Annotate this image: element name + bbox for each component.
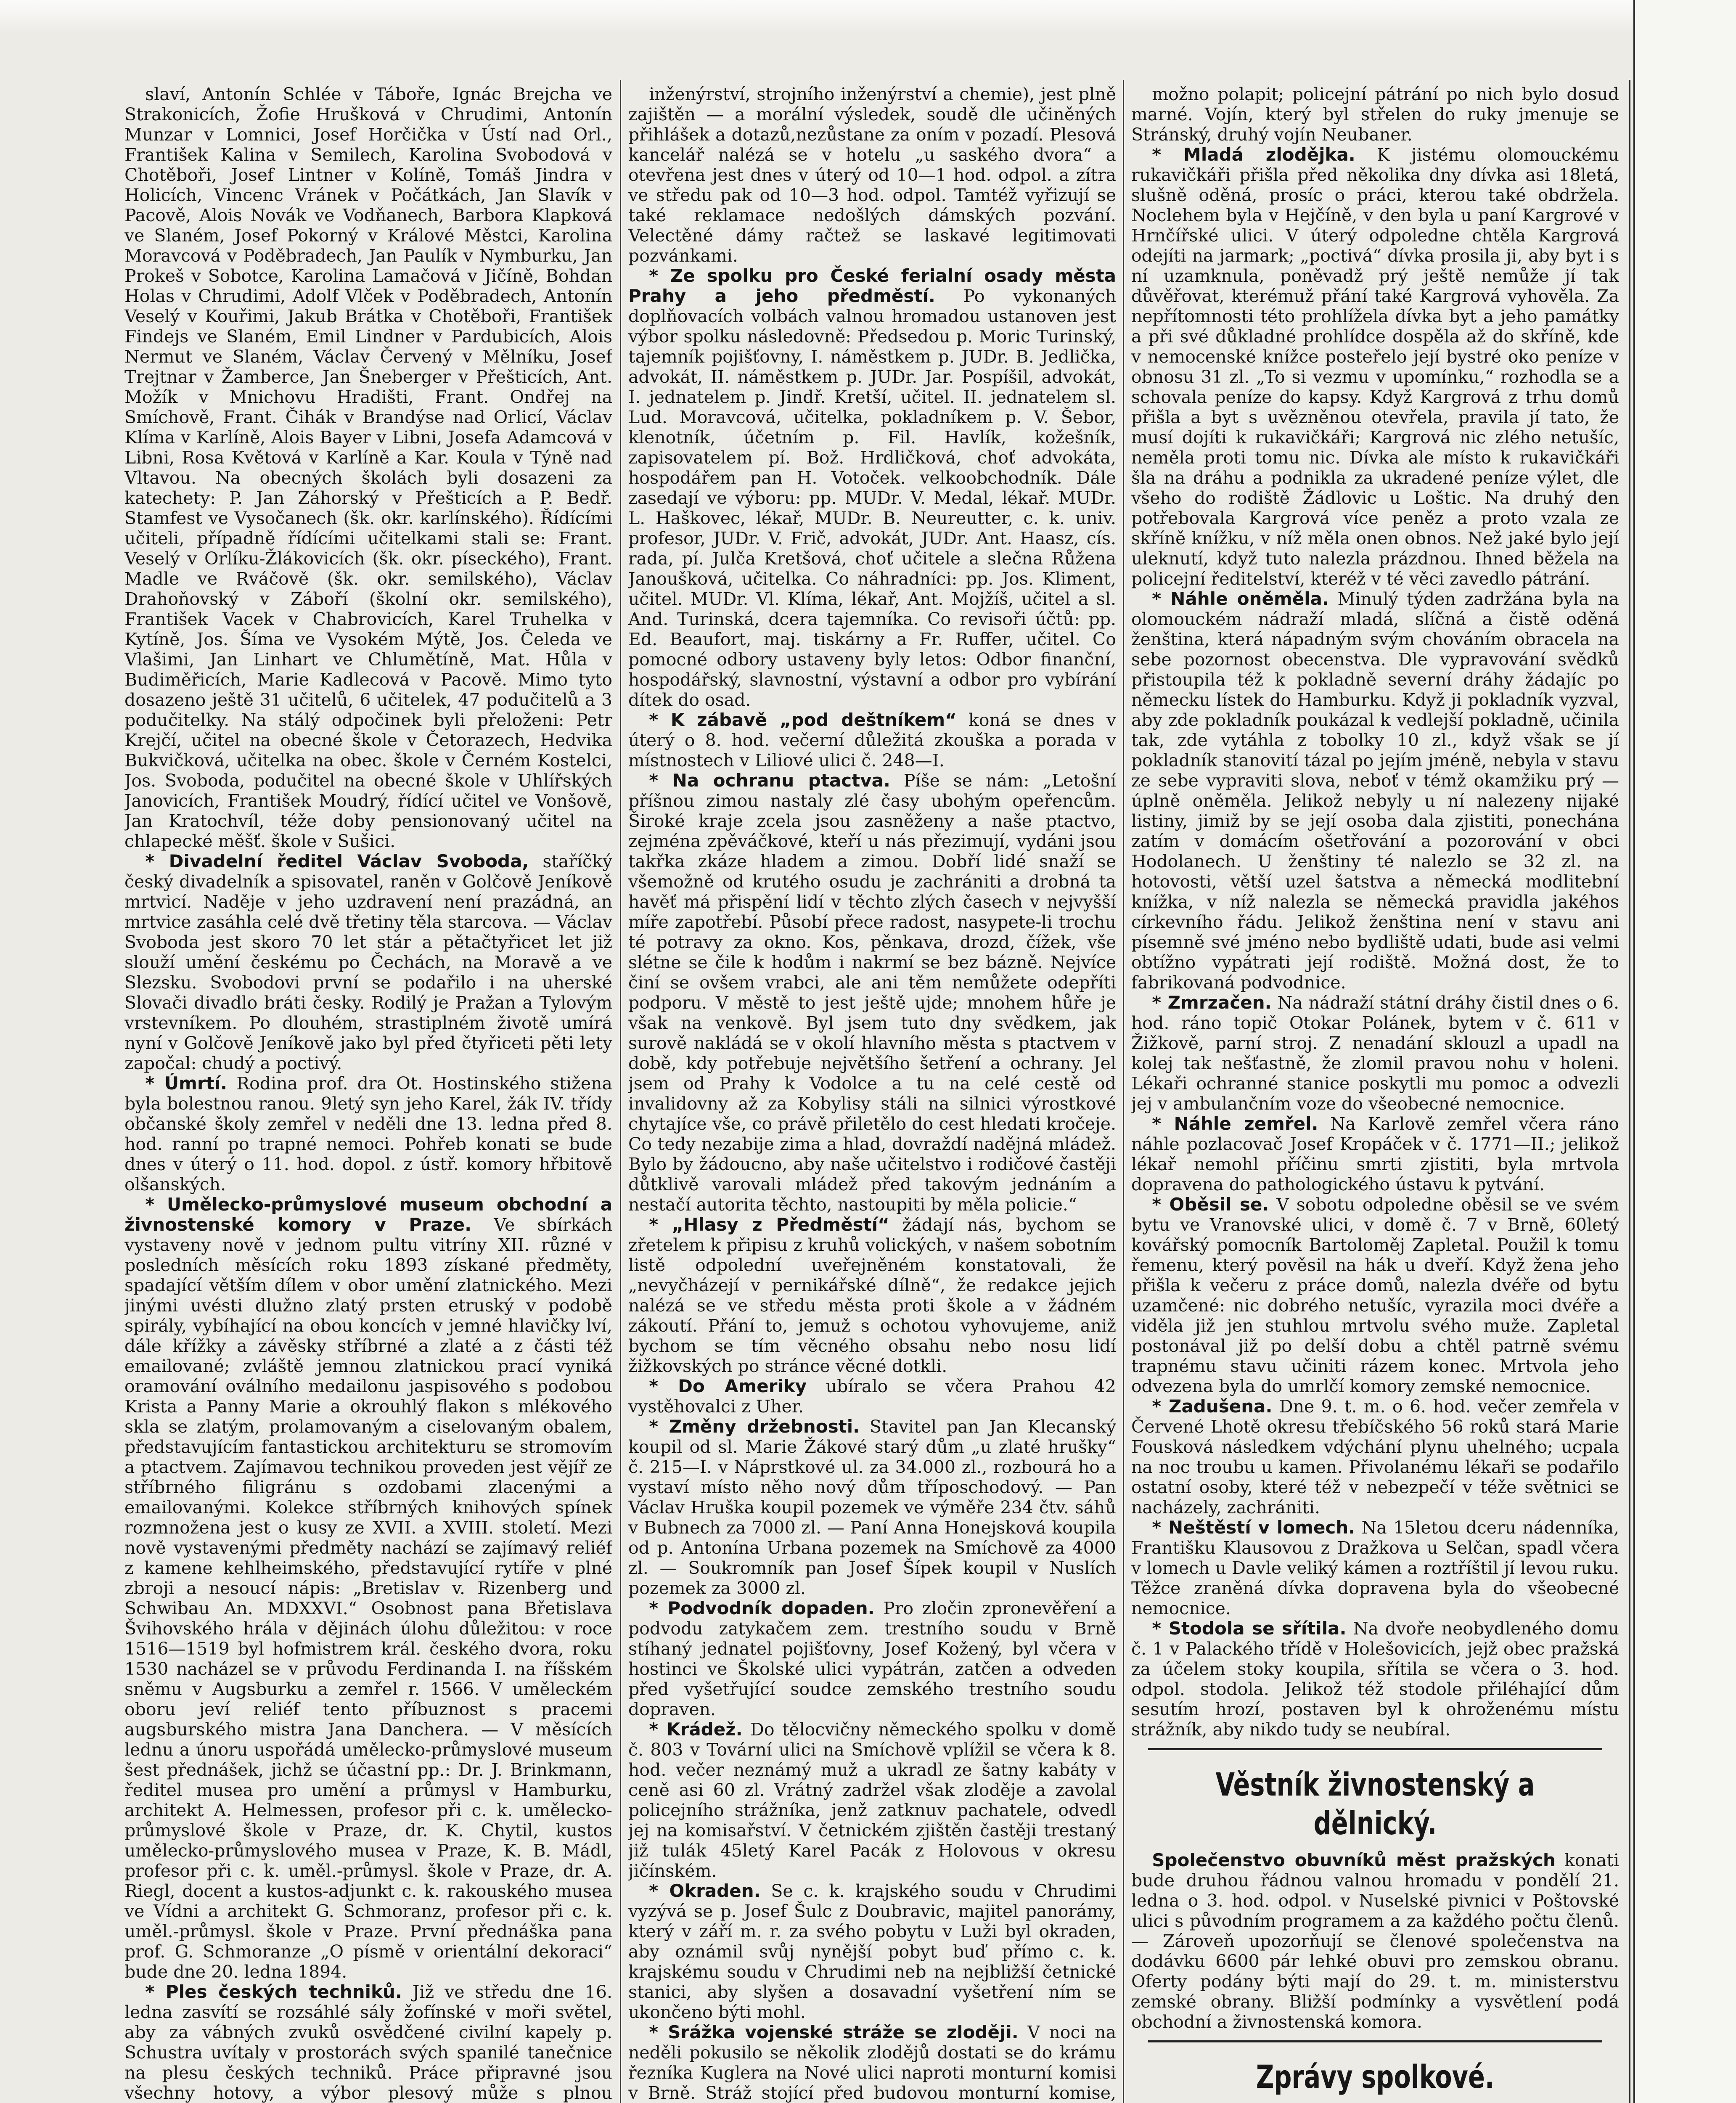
section-rule [1148, 1748, 1602, 1750]
news-item [1131, 145, 1619, 589]
news-item-text: K jistému olomouckému rukavičkáři přišla před několika dny dívka asi 18letá, slušně oděná, prosíc o práci, kterou také obdržela. Noclehem byla v Hejčíně, v den byla u paní Kargrové v Hrnčířské ulici. V úterý odpoledne chtěla Kargrová odejíti na jarmark; „poctivá“ dívka prosila ji, aby byt i s ní uzamknula, poněvadž prý ještě nemůže jí tak důvěřovat, kterémuž přání také Kargrová vyhověla. Za nepřítomnosti této prohlížela dívka byt a jeho památky a při své důkladné prohlídce dospěla až do skříně, kde v nemocenské knížce posteřelo její bystré oko peníze v obnosu 31 zl. „To si vezmu v upomínku,“ rozhodla se a schovala peníze do kapsy. Když Kargrová z trhu domů přišla a byt s uvězněnou otevřela, pravila jí tato, že musí dojíti k rukavičkáři; Kargrová nic zlého netušíc, neměla proti tomu nic. Dívka ale místo k rukavičkáři šla na dráhu a podnikla za ukradené peníze výlet, dle všeho do rodiště Žádlovic u Loštic. Na druhý den potřebovala Kargrová více peněz a proto vzala ze skříně knížku, v níž měla onen obnos. Než jaké bylo její uleknutí, když tuto nalezla prázdnou. Ihned běžela na policejní ředitelství, kteréž v té věci zavedlo pátrání. [1131, 145, 1619, 589]
news-item-heading: * Umělecko-průmyslové museum obchodní a živnostenské komory v Praze. [124, 1194, 612, 1235]
news-item [124, 84, 612, 851]
news-item [628, 1417, 1116, 1598]
news-item-heading: * Mladá zlodějka. [1152, 144, 1355, 165]
news-item-text: Již ve středu dne 16. ledna zasvítí se rozsáhlé sály žofínské v moři světel, aby za vábných zvuků osvědčené civilní kapely p. Schustra uvítaly v prostorách svých spanilé tanečnice na plesu českých techniků. Práce připravné jsou všechny hotovy, a výbor plesový může s plnou [124, 1982, 612, 2103]
news-item-heading: * Ples českých techniků. [145, 1981, 402, 2002]
news-item-heading: * Ze spolku pro České ferialní osady města Prahy a jeho předměstí. [628, 265, 1116, 306]
column-3 [1131, 84, 1619, 2103]
news-item-heading: * Náhle zemřel. [1152, 1113, 1318, 1134]
scan-edge-right [1633, 0, 1736, 2103]
news-item-text: Rodina prof. dra Ot. Hostinského stižena byla bolestnou ranou. 9letý syn jeho Karel, žák IV. třídy občanské školy zemřel v neděli dne 13. ledna před 8. hod. ranní po trapné nemoci. Pohřeb konati se bude dnes v úterý o 11. hod. dopol. z ústř. komory hřbitově olšanských. [124, 1073, 612, 1195]
news-item-heading: * Stodola se sřítila. [1152, 1618, 1347, 1639]
news-item [628, 2022, 1116, 2103]
news-item [1131, 993, 1619, 1114]
news-item-heading: * Krádež. [649, 1719, 743, 1740]
news-item-text: koná se dnes v úterý o 8. hod. večerní důležitá zkouška a porada v místnostech v Liliové ulici č. 248—I. [628, 710, 1116, 771]
news-item-text: ubíralo se včera Prahou 42 vystěhovalci z Uher. [628, 1376, 1116, 1417]
news-item [628, 1215, 1116, 1376]
column-rule [1629, 80, 1630, 2103]
news-item-text: Ve sbírkách vystaveny nově v jednom pultu vitríny XII. různé v posledních měsících roku 1893 získané předměty, spadající větším dílem v obor umění zlatnického. Mezi jinými uvésti dlužno zlatý prsten etruský v podobě spirály, vybíhající na obou koncích v jemné hlavičky lví, dále křížky a závěsky stříbrné a zlaté a z části též emailované; zvláště jemnou zlatnickou prací vyniká oramování oválního medailonu jaspisového s podobou Krista a Panny Marie a okrouhlý flakon s mlékového skla se zlatým, prolamovaným a ciselovaným obalem, představujícím fantastickou architekturu se stromovím a ptactvem. Zajímavou technikou proveden jest vějíř ze stříbrného filigránu s ozdobami zlacenými a emailovanými. Kolekce stříbrných knihových spínek rozmnožena jest o kusy ze XVII. a XVIII. století. Mezi nově vystavenými předměty nachází se zajímavý reliéf z kamene kehlheimského, představující rytíře v plné zbroji a nesoucí nápis: „Bretislav v. Rizenberg und Schwibau An. MDXXVI.“ Osobnost pana Břetislava Švihovského hrála v dějinách úlohu důležitou: v roce 1516—1519 byl hofmistrem král. českého dvora, roku 1530 nacházel se v průvodu Ferdinanda I. na říšském sněmu v Augsburku a zemřel r. 1566. V uměleckém oboru jeví reliéf tento příbuznost s pracemi augsburského mistra Jana Danchera. — V měsících lednu a únoru uspořádá umělecko-průmyslové museum šest přednášek, jichž se účastní pp.: Dr. J. Brinkmann, ředitel musea pro umění a průmysl v Hamburku, architekt A. Helmessen, profesor při c. k. umělecko-průmyslové škole v Praze, dr. K. Chytil, kustos umělecko-průmyslového musea v Praze, K. B. Mádl, profesor při c. k. uměl.-průmysl. škole v Praze, dr. A. Riegl, docent a kustos-adjunkt c. k. rakouského musea ve Vídni a architekt G. Schmoranz, profesor při c. k. uměl.-průmysl. škole v Praze. První přednáška pana prof. G. Schmoranze „O písmě v orientální dekoraci“ bude dne 20. ledna 1894. [124, 1215, 612, 1982]
news-item-text: Po vykonaných doplňovacích volbách valnou hromadou ustanoven jest výbor spolku následovně: Předsedou p. Moric Turinský, tajemník pojišťovny, I. náměstkem p. JUDr. B. Jedlička, advokát, II. náměstkem p. JUDr. Jar. Pospíšil, advokát, I. jednatelem p. Jindř. Kretší, učitel. II. jednatelem sl. Lud. Moravcová, učitelka, pokladníkem p. V. Šebor, klenotník, účetním p. Fil. Havlík, kožešník, zapisovatelem pí. Bož. Hrdličková, choť advokáta, hospodářem pan H. Votoček. velkoobchodník. Dále zasedají ve výboru: pp. MUDr. V. Medal, lékař. MUDr. L. Haškovec, lékař, MUDr. B. Neureutter, c. k. univ. profesor, JUDr. V. Frič, advokát, JUDr. Ant. Haasz, cís. rada, pí. Julča Kretšová, choť učitele a slečna Růžena Janoušková, učitelka. Co náhradníci: pp. Jos. Kliment, učitel. MUDr. Vl. Klíma, lékař, Ant. Mojžíš, učitel a sl. And. Turinská, dcera tajemníka. Co revisoři účtů: pp. Ed. Beaufort, maj. tiskárny a Fr. Ruffer, učitel. Co pomocné odbory ustaveny byly letos: Odbor finanční, hospodářský, slavnostní, výstavní a odbor pro vybírání dítek do osad. [628, 286, 1116, 710]
news-item [628, 1719, 1116, 1881]
column-rule [620, 80, 621, 2103]
news-item-text: Se c. k. krajského soudu v Chrudimi vyzývá se p. Josef Šulc z Doubravic, majitel panorámy, který v září m. r. za svého pobytu v Luži byl okraden, aby oznámil svůj nynější pobyt buď přímo c. k. krajskému soudu v Chrudimi neb na nejbližší četnické stanici, aby slyšen a dosavadní vyšetření ním se ukončeno býti mohl. [628, 1881, 1116, 2022]
news-item-text: Do tělocvičny německého spolku v domě č. 803 v Tovární ulici na Smíchově vplížil se včera k 8. hod. večer neznámý muž a ukradl ze šatny kabáty v ceně asi 60 zl. Vrátný zadržel však zloděje a zavolal policejního strážníka, jenž zatknuv pachatele, odvedl jej na komisařství. V četnickém zjištěn častěji trestaný již tulák 45letý Karel Pacák z Holovous v okresu jičínském. [628, 1719, 1116, 1881]
news-item [1131, 1850, 1619, 2032]
news-item [1131, 1195, 1619, 1396]
news-item-text: V noci na neděli pokusilo se několik zlodějů dostati se do krámu řezníka Kuglera na Nové ulici naproti monturní komisi v Brně. Stráž stojící před budovou monturní komise, [628, 2022, 1116, 2103]
news-item [628, 266, 1116, 710]
news-item-heading: * Divadelní ředitel Václav Svoboda, [145, 851, 529, 871]
news-item [1131, 1396, 1619, 1518]
news-item [1131, 1114, 1619, 1195]
news-item [628, 1881, 1116, 2022]
news-item-text: Minulý týden zadržána byla na olomouckém nádraží mladá, slíčná a čistě oděná ženština, která nápadným svým chováním obracela na sebe pozornost obecenstva. Dle vypravování svědků přistoupila též k pokladně severní dráhy žádajíc po německu lístek do Hamburku. Když ji pokladník vyzval, aby zde pokladník poukázal k vedlejší pokladně, učinila tak, zde vytáhla z tobolky 10 zl., když však se jí pokladník stanovití tázal po jejím jméně, nebyla v stavu ze sebe vypraviti slova, neboť v témž okamžiku prý — úplně oněměla. Jelikož nebyly u ní nalezeny nijaké listiny, jimiž by se její osoba dala zjistiti, ponechána zatím v domácím ošetřování a pozorování v obci Hodolanech. U ženštiny té nalezlo se 32 zl. na hotovosti, větší uzel šatstva a německá modlitební knížka, v níž nalezla se německá pravidla jakéhos církevního řádu. Jelikož ženština není v stavu ani písemně své jméno nebo bydliště udati, bude asi velmi obtížno vypátrati její rodiště. Možná dost, že to fabrikovaná podvodnice. [1131, 589, 1619, 993]
news-item-text: Na dvoře neobydleného domu č. 1 v Palackého třídě v Holešovicích, jejž obec pražská za účelem stoky koupila, sřítila se včera o 3. hod. odpol. stodola. Jelikož též stodole přiléhající dům sesutím hrozí, postaven byl k ohroženému místu strážník, aby nikdo tudy se neubíral. [1131, 1618, 1619, 1740]
news-item-text: Na nádraží státní dráhy čistil dnes o 6. hod. ráno topič Otokar Polánek, bytem v č. 611 v Žižkově, parní stroj. Z nenadání sklouzl a upadl na kolej tak nešťastně, že zlomil pravou nohu v holeni. Lékaři ochranné stanice poskytli mu pomoc a odvezli jej v ambulančním voze do všeobecné nemocnice. [1131, 993, 1619, 1114]
news-item-heading: * Úmrtí. [145, 1073, 227, 1094]
news-item-text: inženýrství, strojního inženýrství a chemie), jest plně zajištěn — a morální výsledek, soudě dle učiněných přihlášek a dotazů,nezůstane za oním v pozadí. Plesová kancelář nalézá se v hotelu „u saského dvora“ a otevřena jest dnes v úterý od 10—1 hod. odpol. a zítra ve středu pak od 10—3 hod. odpol. Tamtéž vyřizují se také reklamace nedošlých dámských pozvání. Velectěné dámy račtež se laskavé legitimovati pozvánkami. [628, 84, 1116, 266]
news-item [124, 1982, 612, 2103]
news-item-heading: * Okraden. [649, 1881, 761, 1901]
news-item-text: V sobotu odpoledne oběsil se ve svém bytu ve Vranovské ulici, v domě č. 7 v Brně, 60letý kovářský pomocník Bartoloměj Zapletal. Použil k tomu řemenu, který pověsil na hák u dveří. Když žena jeho přišla k večeru z práce domů, nalezla dvéře od bytu uzamčené: nic dobrého netušíc, vyrazila moci dvéře a viděla již jen stuhlou mrtvolu svého muže. Zapletal postonával již po delší dobu a chtěl patrně svému trapnému stavu učiniti rázem konec. Mrtvola jeho odvezena byla do umrlčí komory zemské nemocnice. [1131, 1195, 1619, 1396]
news-item [124, 1073, 612, 1195]
news-item [628, 1376, 1116, 1417]
section-rule [1148, 2040, 1602, 2042]
news-item-heading: Společenstvo obuvníků měst pražských [1152, 1850, 1556, 1870]
news-item-text: Píše se nám: „Letošní příšnou zimou nastaly zlé časy ubohým opeřencům. Široké kraje zcela jsou zasněženy a naše ptactvo, zejména zpěváčkové, kteří u nás přezimují, vydáni jsou takřka zkáze hladem a zimou. Dobří lidé snaží se všemožně od krutého osudu je zachrániti a drobná ta havěť má přispění lidí v těchto zlých časech v nejvyšší míře zapotřebí. Působí přece radost, nasypete-li trochu té potravy za okno. Kos, pěnkava, drozd, čížek, vše slétne se čile k hodům i nakrmí se bez bázně. Nejvíce činí se ovšem vrabci, ale ani těm nemůžete odepříti podporu. V městě to jest ještě ujde; mnohem hůře je však na venkově. Byl jsem tuto dny svědkem, jak surově nakládá se v okolí hlavního města s ptactvem v době, kdy potřebuje největšího šetření a ochrany. Jel jsem od Prahy k Vodolce a tu na celé cestě od invalidovny až za Kobylisy stáli na silnici výrostkové chytajíce vše, co právě přiletělo do cest hledati kročeje. Co tedy nezabije zima a hlad, dovraždí nadějná mládež. Bylo by žádoucno, aby naše učitelstvo i rodičové častěji důtklivě varovali mládež před takovým jednáním a nestačí autorita těchto, nastoupiti by měla policie.“ [628, 771, 1116, 1215]
column-rule [1123, 80, 1124, 2103]
section-title: Věstník živnostenský a dělnický. [1215, 1766, 1535, 1842]
column-1 [124, 84, 612, 2103]
news-item-text: žádají nás, bychom se zřetelem k připisu z kruhů volických, v našem sobotním listě odpolední uveřejněném konstatovali, že „nevyčházejí v pernikářské dílně“, že redakce jejich nalézá se ve středu města proti škole a v žádném zákoutí. Přání to, jemuž s ochotou vyhovujeme, aniž bychom se tím věcného obsahu nebo nosu lidí žižkovských po stránce věcné dotkli. [628, 1215, 1116, 1376]
news-item-heading: * Neštěstí v lomech. [1152, 1517, 1355, 1538]
news-item-heading: * Zmrzačen. [1152, 992, 1272, 1013]
news-item-heading: * Do Ameriky [649, 1376, 807, 1396]
news-item-heading: * Srážka vojenské stráže se zloději. [649, 2022, 1019, 2042]
news-item [628, 710, 1116, 771]
news-item [628, 771, 1116, 1215]
news-item-text: konati bude druhou řádnou valnou hromadu v pondělí 21. ledna o 3. hod. odpol. v Nuselské pivnici v Poštovské ulici s původním programem a za každého počtu členů. — Zároveň upozorňují se členové společenstva na dodávku 6600 pár lehké obuvi pro zemskou obranu. Oferty podány býti mají do 29. t. m. ministerstvu zemské obrany. Bližší podmínky a vysvětlení podá obchodní a živnostenská komora. [1131, 1850, 1619, 2032]
news-item [124, 1195, 612, 1982]
news-item-text: staříčký český divadelník a spisovatel, raněn v Golčově Jeníkově mrtvicí. Naděje v jeho uzdravení není prazádná, an mrtvice zasáhla celé dvě třetiny těla starcova. — Václav Svoboda jest skoro 70 let stár a pětačtyřicet let již slouží umění českému po Čechách, na Moravě a ve Slezsku. Svobodovi první se podařilo i na uherské Slovači divadlo bráti česky. Rodilý je Pražan a Tylovým vrstevníkem. Po dlouhém, strastiplném životě umírá nyní v Golčově Jeníkově jako byl před čtyřiceti pěti lety započal: chudý a poctivý. [124, 851, 612, 1073]
news-item-heading: * Na ochranu ptactva. [649, 770, 890, 791]
news-item [1131, 1618, 1619, 1740]
news-item [1131, 589, 1619, 993]
news-item [124, 851, 612, 1073]
news-item-text: slaví, Antonín Schlée v Táboře, Ignác Brejcha ve Strakonicích, Žofie Hrušková v Chrudimi, Antonín Munzar v Lomnici, Josef Horčička v Ústí nad Orl., František Kalina v Semilech, Karolina Svobodová v Chotěboři, Josef Lintner v Kolíně, Tomáš Jindra v Holicích, Vincenc Vránek v Počátkách, Jan Slavík v Pacově, Alois Novák ve Vodňanech, Barbora Klapková ve Slaném, Josef Pokorný v Králové Městci, Karolina Moravcová v Poděbradech, Jan Paulík v Nymburku, Jan Prokeš v Sobotce, Karolina Lamačová v Jičíně, Bohdan Holas v Chrudimi, Adolf Vlček v Poděbradech, Antonín Veselý v Kouřimi, Jakub Brátka v Chotěboři, František Findejs ve Slaném, Emil Lindner v Pardubicích, Alois Nermut ve Slaném, Václav Červený v Mělníku, Josef Trejtnar v Žamberce, Jan Šneberger v Přešticích, Ant. Možík v Mnichovu Hradišti, Frant. Ondřej na Smíchově, Frant. Čihák v Brandýse nad Orlicí, Václav Klíma v Karlíně, Alois Bayer v Libni, Josefa Adamcová v Libni, Rosa Květová v Karlíně a Kar. Koula v Týně nad Vltavou. Na obecných školách byli dosazeni za katechety: P. Jan Záhorský v Přešticích a P. Bedř. Stamfest ve Vysočanech (šk. okr. karlínského). Řídícími učiteli, případně řídícími učitelkami stali se: Frant. Veselý v Orlíku-Žlákovicích (šk. okr. píseckého), Frant. Madle ve Rváčově (šk. okr. semilského), Václav Drahoňovský v Záboří (školní okr. semilského), František Vacek v Chabrovicích, Karel Truhelka v Kytíně, Jos. Šíma ve Vysokém Mýtě, Jos. Čeleda ve Vlašimi, Jan Linhart ve Chlumětíně, Mat. Hůla v Budiměřicích, Marie Kadlecová v Pacově. Mimo tyto dosazeno ještě 31 učitelů, 6 učitelek, 47 podučitelů a 3 podučitelky. Na stálý odpočinek byli přeloženi: Petr Krejčí, učitel na obecné škole v Četorazech, Hedvika Bukvičková, učitelka na obec. škole v Černém Kostelci, Jos. Svoboda, podučitel na obecné škole v Uhlířských Janovicích, František Moudrý, řídící učitel ve Vonšově, Jan Kratochvíl, téže doby pensionovaný učitel na chlapecké měšť. škole v Sušici. [124, 84, 612, 851]
news-item-heading: * Náhle oněměla. [1152, 588, 1329, 609]
news-item-heading: * Podvodník dopaden. [649, 1598, 875, 1618]
news-item-heading: * K zábavě „pod deštníkem“ [649, 710, 957, 730]
news-item-text: možno polapit; policejní pátrání po nich bylo dosud marné. Vojín, který byl střelen do ruky jmenuje se Stránský, druhý vojín Neubaner. [1131, 84, 1619, 145]
news-item [628, 84, 1116, 266]
news-item [1131, 84, 1619, 145]
news-item-heading: * Oběsil se. [1152, 1194, 1269, 1215]
news-item-text: Dne 9. t. m. o 6. hod. večer zemřela v Červené Lhotě okresu třebíčského 56 roků stará Marie Fousková následkem vdýchání plynu uhelného; ucpala na noc troubu u kamen. Přivolanému lékaři se podařilo ostatní osoby, které též v nebezpečí v téže světnici se nacházely, zachrániti. [1131, 1396, 1619, 1518]
news-item [1131, 1518, 1619, 1618]
news-item [628, 1598, 1116, 1719]
section-title: Zprávy spolkové. [1256, 2058, 1495, 2095]
news-item-text: Na 15letou dceru nádenníka, Františku Klausovou z Dražkova u Selčan, spadl včera v lomech u Davle veliký kámen a roztříštil jí levou ruku. Těžce zraněná dívka dopravena byla do všeobecné nemocnice. [1131, 1518, 1619, 1618]
news-item-text: Na Karlově zemřel včera ráno náhle pozlacovač Josef Kropáček v č. 1771—II.; jelikož lékař nemohl příčinu smrti zjistiti, byla mrtvola dopravena do pathologického ústavu k pytvání. [1131, 1114, 1619, 1195]
column-2 [628, 84, 1116, 2103]
scan-edge-top [0, 0, 1736, 34]
news-item-text: Stavitel pan Jan Klecanský koupil od sl. Marie Žákové starý dům „u zlaté hrušky“ č. 215—I. v Náprstkové ul. za 34.000 zl., rozbourá ho a vystaví místo něho nový dům tříposchodový. — Pan Václav Hruška koupil pozemek ve výměře 234 čtv. sáhů v Bubnech za 7000 zl. — Paní Anna Honejsková koupila od p. Antonína Urbana pozemek na Smíchově za 4000 zl. — Soukromník pan Josef Šípek koupil v Nuslích pozemek za 3000 zl. [628, 1417, 1116, 1598]
news-item-heading: * „Hlasy z Předměstí“ [649, 1214, 889, 1235]
news-item-heading: * Změny držebnosti. [649, 1416, 860, 1437]
news-item-heading: * Zadušena. [1152, 1396, 1273, 1417]
news-item-text: Pro zločin zpronevěření a podvodu zatykačem zem. trestního soudu v Brně stíhaný jednatel pojišťovny, Josef Kožený, byl včera v hostinci ve Školské ulici vypátrán, zatčen a odveden před vyšetřující soudce zemského trestního soudu dopraven. [628, 1598, 1116, 1719]
